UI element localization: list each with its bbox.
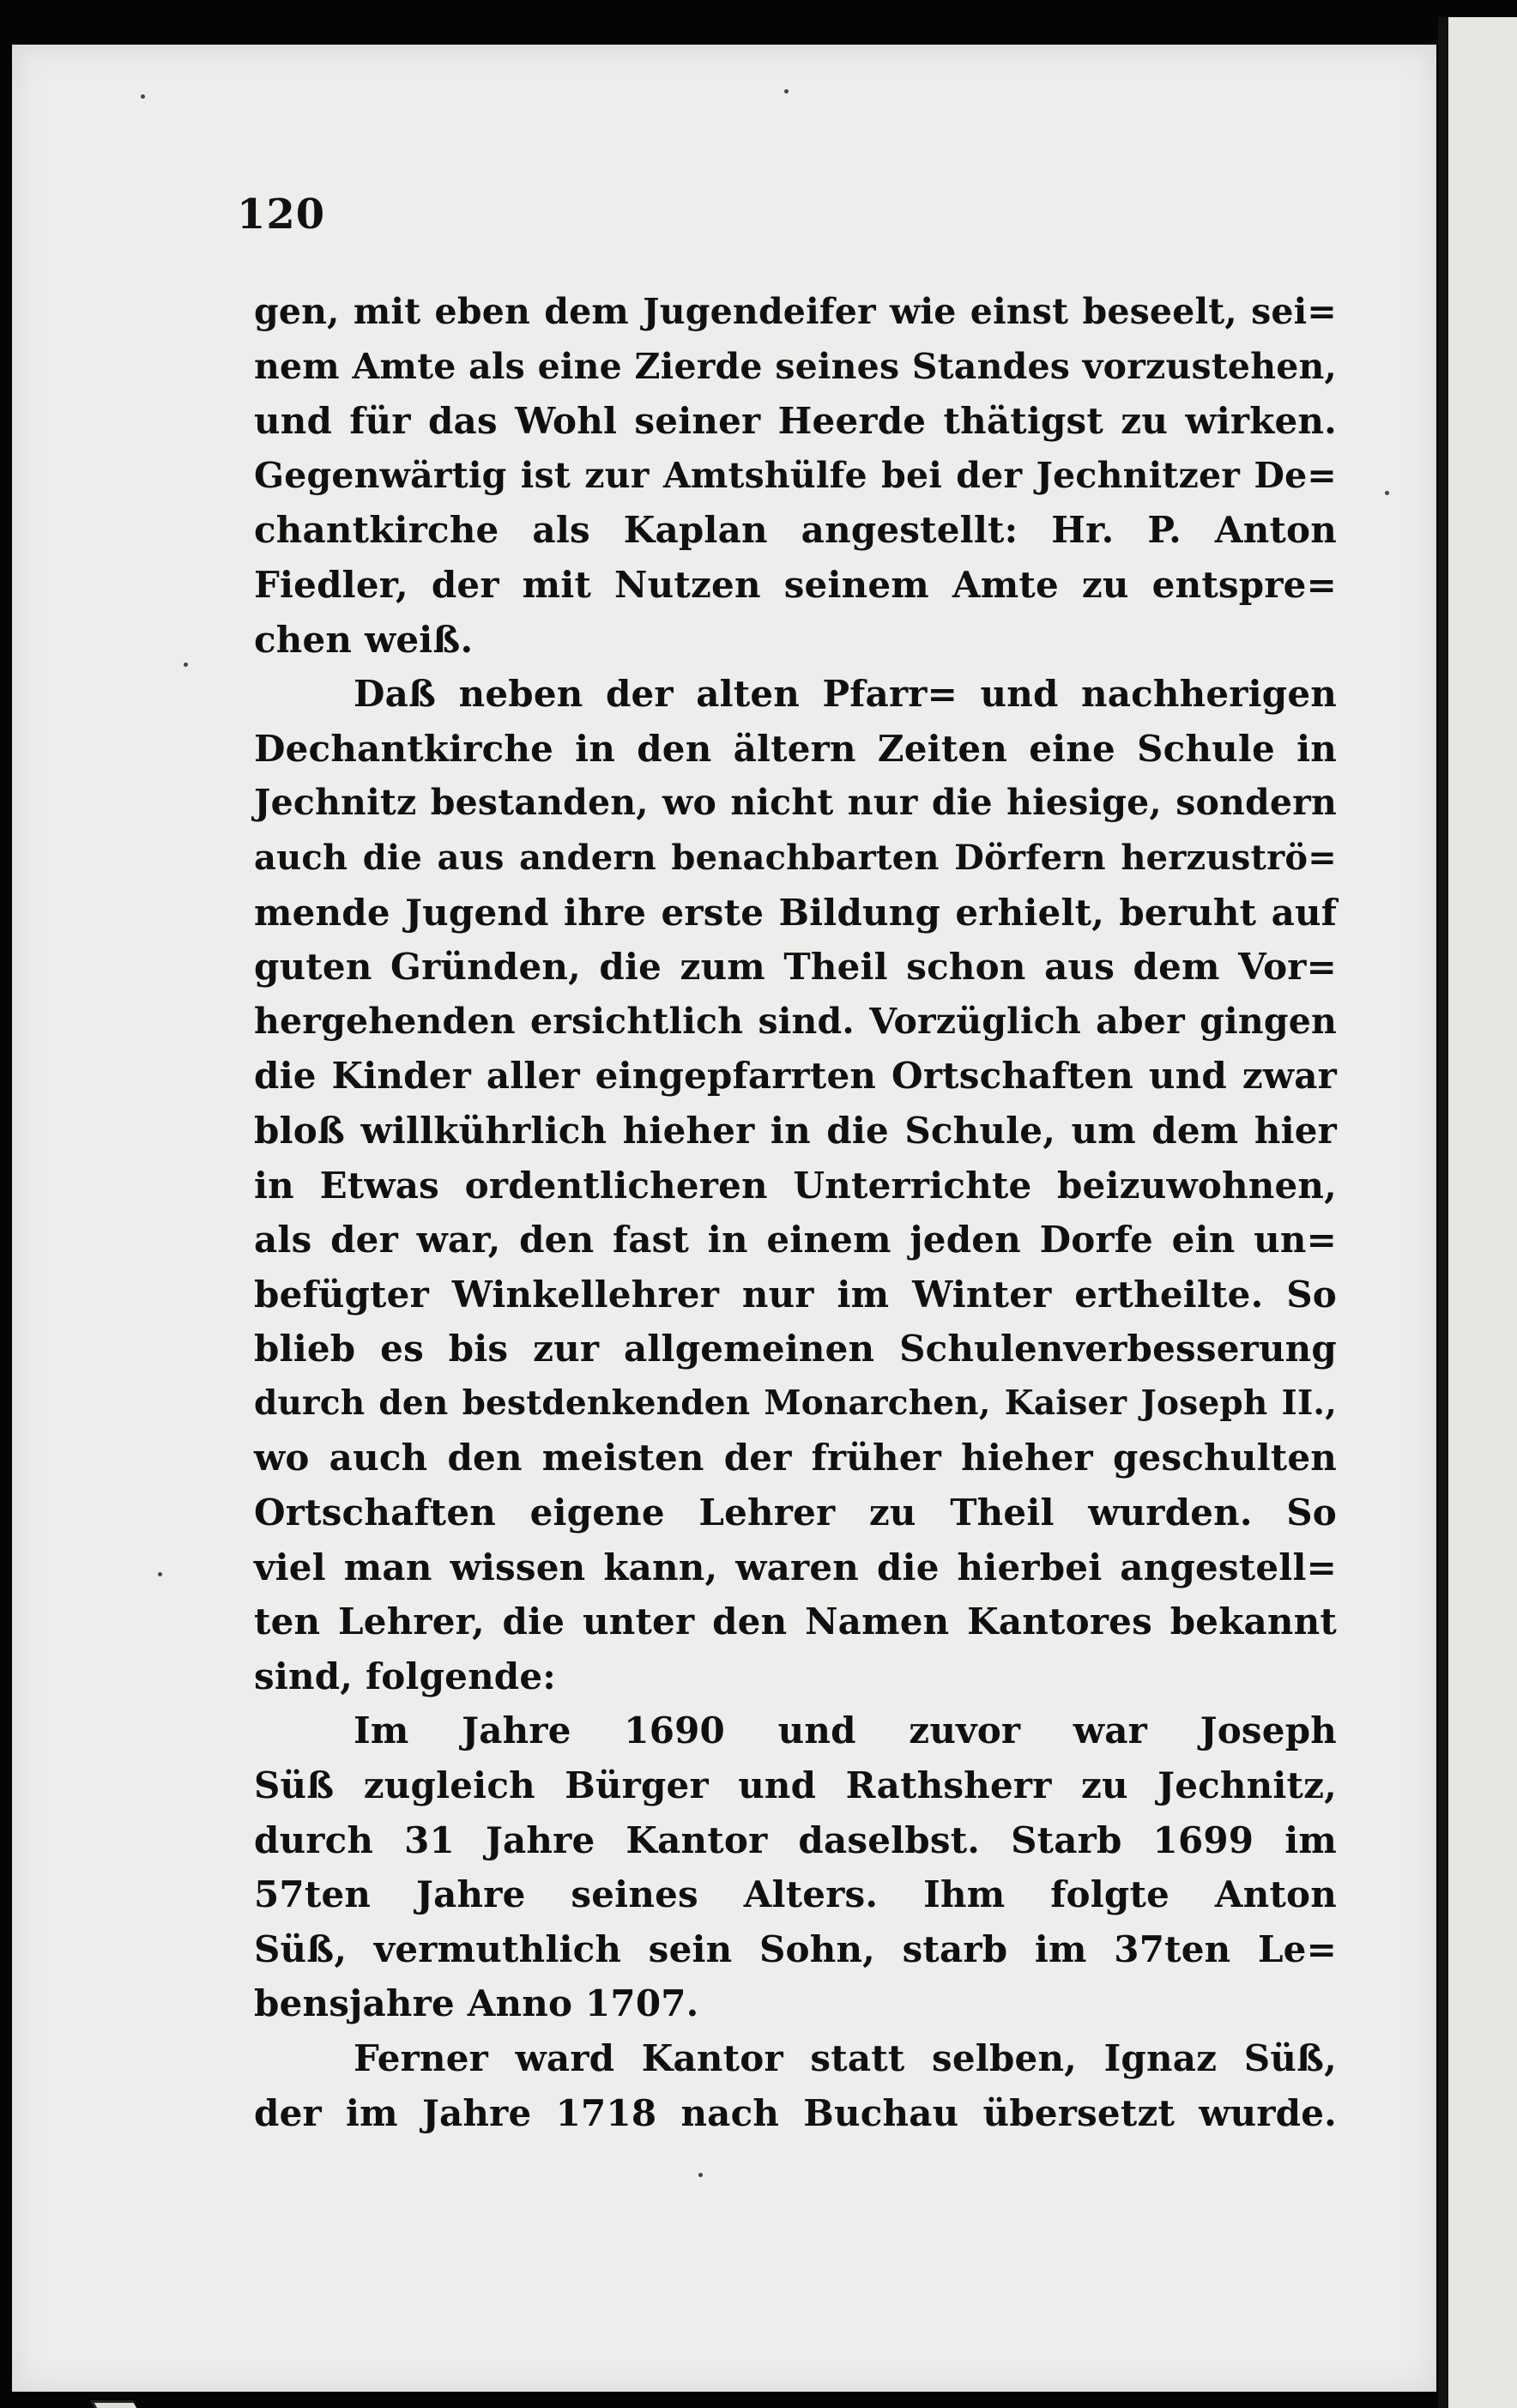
page-number: 120 xyxy=(237,191,326,239)
text-line: Ferner ward Kantor statt selben, Ignaz Süß, xyxy=(354,2037,1337,2079)
text-line: die Kinder aller eingepfarrten Ortschaften und zwar xyxy=(254,1055,1337,1098)
print-speck xyxy=(1385,491,1389,495)
text-line: und für das Wohl seiner Heerde thätigst zu wirken. xyxy=(254,400,1337,443)
text-line: befügter Winkellehrer nur im Winter ertheilte. So xyxy=(254,1273,1337,1316)
text-line: Süß zugleich Bürger und Rathsherr zu Jechnitz, xyxy=(254,1764,1337,1807)
text-line: Süß, vermuthlich sein Sohn, starb im 37ten Le= xyxy=(254,1927,1337,1970)
text-line: chantkirche als Kaplan angestellt: Hr. P. Anton xyxy=(254,509,1337,552)
text-line: Dechantkirche in den ältern Zeiten eine Schule in xyxy=(254,727,1337,770)
text-line: wo auch den meisten der früher hieher geschulten xyxy=(254,1437,1337,1479)
adjacent-page-edge xyxy=(1448,17,1517,2408)
print-speck xyxy=(698,2173,703,2177)
text-line: Fiedler, der mit Nutzen seinem Amte zu entspre= xyxy=(254,563,1337,606)
text-line: hergehenden ersichtlich sind. Vorzüglich aber gingen xyxy=(254,1000,1337,1042)
text-line: Gegenwärtig ist zur Amtshülfe bei der Jechnitzer De= xyxy=(254,454,1337,496)
text-line: guten Gründen, die zum Theil schon aus dem Vor= xyxy=(254,946,1337,989)
text-line: als der war, den fast in einem jeden Dorfe ein un= xyxy=(254,1219,1337,1261)
print-speck xyxy=(158,1572,162,1576)
text-line: der im Jahre 1718 nach Buchau übersetzt wurde. xyxy=(254,2091,1337,2134)
text-line: viel man wissen kann, waren die hierbei angestell= xyxy=(254,1546,1337,1588)
binding-shadow xyxy=(1438,17,1448,2408)
page-corner-fold xyxy=(90,2400,154,2408)
print-speck xyxy=(141,94,145,99)
text-line: ten Lehrer, die unter den Namen Kantores bekannt xyxy=(254,1600,1337,1643)
text-line: Im Jahre 1690 und zuvor war Joseph xyxy=(354,1709,1337,1752)
print-speck xyxy=(184,663,188,667)
text-line: blieb es bis zur allgemeinen Schulenverbesserung xyxy=(254,1328,1337,1370)
text-line: auch die aus andern benachbarten Dörfern herzuströ= xyxy=(254,837,1337,878)
text-line: nem Amte als eine Zierde seines Standes vorzustehen, xyxy=(254,345,1337,387)
text-line: chen weiß. xyxy=(254,618,474,661)
text-line: Jechnitz bestanden, wo nicht nur die hiesige, sondern xyxy=(254,782,1337,824)
text-line: bloß willkührlich hieher in die Schule, um dem hier xyxy=(254,1109,1337,1152)
body-text xyxy=(254,285,1337,2140)
text-line: 57ten Jahre seines Alters. Ihm folgte Anton xyxy=(254,1873,1337,1916)
text-line: Ortschaften eigene Lehrer zu Theil wurden. So xyxy=(254,1491,1337,1534)
text-line: bensjahre Anno 1707. xyxy=(254,1982,699,2025)
print-speck xyxy=(784,89,789,94)
text-line: sind, folgende: xyxy=(254,1655,557,1697)
text-line: in Etwas ordentlicheren Unterrichte beizuwohnen, xyxy=(254,1164,1337,1207)
text-line: durch den bestdenkenden Monarchen, Kaiser Joseph II., xyxy=(254,1382,1337,1423)
text-line: mende Jugend ihre erste Bildung erhielt, beruht auf xyxy=(254,891,1337,934)
text-line: durch 31 Jahre Kantor daselbst. Starb 1699 im xyxy=(254,1818,1337,1861)
text-line: gen, mit eben dem Jugendeifer wie einst beseelt, sei= xyxy=(254,291,1337,332)
text-line: Daß neben der alten Pfarr= und nachherigen xyxy=(354,673,1337,716)
